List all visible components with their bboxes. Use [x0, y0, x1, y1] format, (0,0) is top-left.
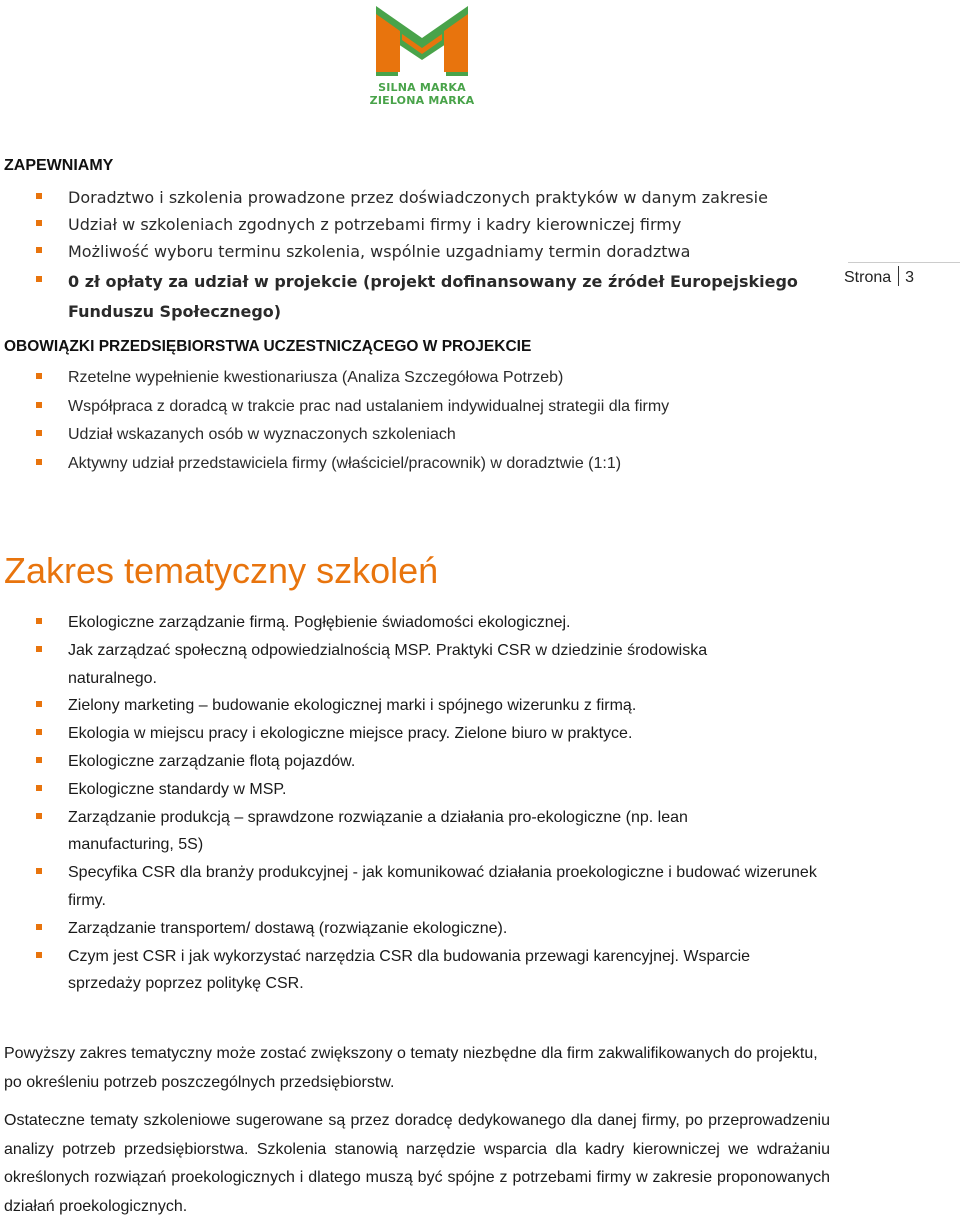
guarantees-list — [36, 184, 826, 327]
page-label-separator — [898, 266, 899, 286]
list-item-text: Ekologiczne standardy w MSP. — [68, 780, 287, 798]
bullet-square-icon — [36, 276, 42, 282]
body-paragraph: Powyższy zakres tematyczny może zostać zwiększony o tematy niezbędne dla firm zakwalifikowanych do projektu, po określeniu potrzeb poszczególnych przedsiębiorstw. — [4, 1045, 818, 1091]
list-item — [36, 804, 788, 860]
list-item — [36, 609, 826, 637]
logo-line2: ZIELONA MARKA — [369, 94, 475, 107]
list-item-text: Zarządzanie transportem/ dostawą (rozwiązanie ekologiczne). — [68, 919, 508, 937]
bullet-square-icon — [36, 459, 42, 465]
list-item — [36, 776, 826, 804]
bullet-square-icon — [36, 220, 42, 226]
list-item-text: Ekologiczne zarządzanie firmą. Pogłębienie świadomości ekologicznej. — [68, 614, 571, 631]
list-item-text: Aktywny udział przedstawiciela firmy (właściciel/pracownik) w doradztwie (1:1) — [68, 454, 622, 472]
bullet-square-icon — [36, 924, 42, 930]
list-item-text: Możliwość wyboru terminu szkolenia, wspólnie uzgadniamy termin doradztwa — [68, 242, 691, 261]
bullet-square-icon — [36, 785, 42, 791]
bullet-square-icon — [36, 646, 42, 652]
bullet-square-icon — [36, 618, 42, 624]
list-item-text: Zarządzanie produkcją – sprawdzone rozwiązanie a działania pro-ekologiczne (np. lean manufacturing, 5S) — [68, 808, 688, 854]
body-paragraph: Ostateczne tematy szkoleniowe sugerowane są przez doradcę dedykowanego dla danej firmy, po przeprowadzeniu analizy potrzeb przedsiębiorstwa. Szkolenia stanowią narzędzie wsparcia dla kadry kierowniczej we wdrażaniu określonych rozwiązań proekologicznych i dlatego muszą być spójne z potrzebami firmy w zakresie proponowanych działań proekologicznych. — [4, 1112, 830, 1215]
list-item — [36, 692, 826, 720]
bullet-square-icon — [36, 701, 42, 707]
bullet-square-icon — [36, 952, 42, 958]
bullet-square-icon — [36, 813, 42, 819]
bullet-square-icon — [36, 373, 42, 379]
list-item-text: Udział w szkoleniach zgodnych z potrzebami firmy i kadry kierowniczej firmy — [68, 215, 682, 234]
list-item-text: Doradztwo i szkolenia prowadzone przez doświadczonych praktyków w danym zakresie — [68, 188, 768, 207]
list-item — [36, 211, 826, 238]
list-item-text: Udział wskazanych osób w wyznaczonych szkoleniach — [68, 426, 456, 443]
bullet-square-icon — [36, 247, 42, 253]
list-item — [36, 915, 826, 943]
bullet-square-icon — [36, 868, 42, 874]
m-logo-icon — [364, 4, 480, 80]
bullet-square-icon — [36, 757, 42, 763]
page-label-rule — [848, 262, 960, 263]
obligations-list — [36, 364, 826, 478]
page-title: Zakres tematyczny szkoleń — [4, 550, 439, 591]
list-item — [36, 637, 788, 693]
list-item — [36, 238, 826, 265]
list-item-text: 0 zł opłaty za udział w projekcie (projekt dofinansowany ze źródeł Europejskiego Funduszu Społecznego) — [68, 272, 798, 321]
page-label-text: Strona — [844, 269, 892, 286]
list-item — [36, 421, 826, 450]
section-heading-obowiazki: OBOWIĄZKI PRZEDSIĘBIORSTWA UCZESTNICZĄCEGO W PROJEKCIE — [4, 338, 532, 355]
list-item — [36, 859, 858, 915]
list-item-text: Ekologiczne zarządzanie flotą pojazdów. — [68, 752, 356, 770]
section-heading-zapewniamy: ZAPEWNIAMY — [4, 157, 114, 174]
logo-line1: SILNA MARKA — [378, 81, 466, 94]
list-item-text: Współpraca z doradcą w trakcie prac nad ustalaniem indywidualnej strategii dla firmy — [68, 397, 670, 415]
list-item-text: Specyfika CSR dla branży produkcyjnej - jak komunikować działania proekologiczne i budować wizerunek firmy. — [68, 864, 817, 909]
bullet-square-icon — [36, 193, 42, 199]
list-item — [36, 748, 826, 776]
page-number: 3 — [905, 269, 915, 286]
list-item-text: Rzetelne wypełnienie kwestionariusza (Analiza Szczegółowa Potrzeb) — [68, 369, 564, 386]
list-item-text: Zielony marketing – budowanie ekologicznej marki i spójnego wizerunku z firmą. — [68, 697, 637, 715]
bullet-square-icon — [36, 729, 42, 735]
list-item-text: Czym jest CSR i jak wykorzystać narzędzia CSR dla budowania przewagi karencyjnej. Wsparcie sprzedaży poprzez politykę CSR. — [68, 947, 751, 993]
list-item — [36, 393, 826, 422]
brand-logo — [364, 4, 480, 108]
list-item — [36, 265, 826, 327]
training-topics-list — [36, 609, 826, 998]
list-item-text: Ekologia w miejscu pracy i ekologiczne miejsce pracy. Zielone biuro w praktyce. — [68, 725, 633, 743]
list-item — [36, 184, 826, 211]
list-item — [36, 450, 826, 479]
list-item-text: Jak zarządzać społeczną odpowiedzialnością MSP. Praktyki CSR w dziedzinie środowiska naturalnego. — [68, 641, 708, 687]
list-item — [36, 720, 826, 748]
list-item — [36, 943, 788, 999]
page-number-label — [844, 266, 914, 287]
list-item — [36, 364, 826, 393]
bullet-square-icon — [36, 430, 42, 436]
bullet-square-icon — [36, 402, 42, 408]
